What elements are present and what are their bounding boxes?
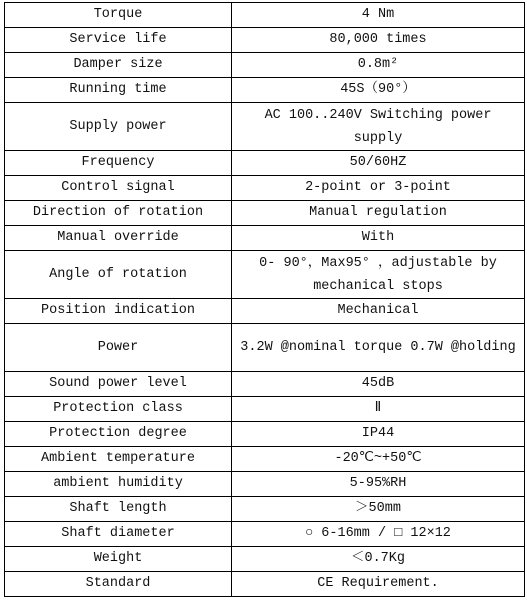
- param-value: 5-95%RH: [232, 472, 525, 497]
- param-value: 4 Nm: [232, 3, 525, 28]
- table-row: [5, 397, 525, 422]
- param-label: Shaft diameter: [5, 522, 232, 547]
- param-label: Power: [5, 324, 232, 372]
- table-row: [5, 176, 525, 201]
- param-value: 3.2W @nominal torque 0.7W @holding: [232, 324, 525, 372]
- param-label: Service life: [5, 28, 232, 53]
- param-value: With: [232, 226, 525, 251]
- param-label: Frequency: [5, 151, 232, 176]
- param-value: Mechanical: [232, 299, 525, 324]
- table-row: [5, 547, 525, 572]
- param-label: Running time: [5, 78, 232, 103]
- param-label: Direction of rotation: [5, 201, 232, 226]
- param-label: ambient humidity: [5, 472, 232, 497]
- param-label: Position indication: [5, 299, 232, 324]
- table-row: [5, 422, 525, 447]
- param-value: 2-point or 3-point: [232, 176, 525, 201]
- param-value: ＞50mm: [232, 497, 525, 522]
- table-row: [5, 572, 525, 597]
- specification-table: [4, 2, 525, 597]
- table-row: [5, 201, 525, 226]
- param-value: -20℃~+50℃: [232, 447, 525, 472]
- param-label: Shaft length: [5, 497, 232, 522]
- param-label: Torque: [5, 3, 232, 28]
- table-row: [5, 522, 525, 547]
- param-label: Manual override: [5, 226, 232, 251]
- table-row: [5, 226, 525, 251]
- param-value: Manual regulation: [232, 201, 525, 226]
- param-label: Weight: [5, 547, 232, 572]
- param-value: 0- 90°，Max95° ，adjustable by mechanical stops: [232, 251, 525, 299]
- param-label: Protection degree: [5, 422, 232, 447]
- param-value: 50/60HZ: [232, 151, 525, 176]
- param-value: IP44: [232, 422, 525, 447]
- param-label: Angle of rotation: [5, 251, 232, 299]
- param-value: ＜0.7Kg: [232, 547, 525, 572]
- param-value: 45dB: [232, 372, 525, 397]
- param-label: Damper size: [5, 53, 232, 78]
- param-value: 45S（90°）: [232, 78, 525, 103]
- param-value: AC 100..240V Switching power supply: [232, 103, 525, 151]
- param-label: Supply power: [5, 103, 232, 151]
- table-row: [5, 28, 525, 53]
- param-value: Ⅱ: [232, 397, 525, 422]
- table-row: [5, 447, 525, 472]
- table-row: [5, 497, 525, 522]
- table-row: [5, 251, 525, 299]
- param-label: Control signal: [5, 176, 232, 201]
- table-row: [5, 324, 525, 372]
- table-row: [5, 53, 525, 78]
- param-label: Standard: [5, 572, 232, 597]
- table-row: [5, 472, 525, 497]
- param-label: Sound power level: [5, 372, 232, 397]
- table-row: [5, 299, 525, 324]
- table-row: [5, 3, 525, 28]
- param-value: 80,000 times: [232, 28, 525, 53]
- param-value: CE Requirement.: [232, 572, 525, 597]
- table-row: [5, 372, 525, 397]
- param-label: Ambient temperature: [5, 447, 232, 472]
- param-value: 0.8m²: [232, 53, 525, 78]
- table-row: [5, 151, 525, 176]
- table-row: [5, 78, 525, 103]
- param-value: ○ 6-16mm / □ 12×12: [232, 522, 525, 547]
- param-label: Protection class: [5, 397, 232, 422]
- table-row: [5, 103, 525, 151]
